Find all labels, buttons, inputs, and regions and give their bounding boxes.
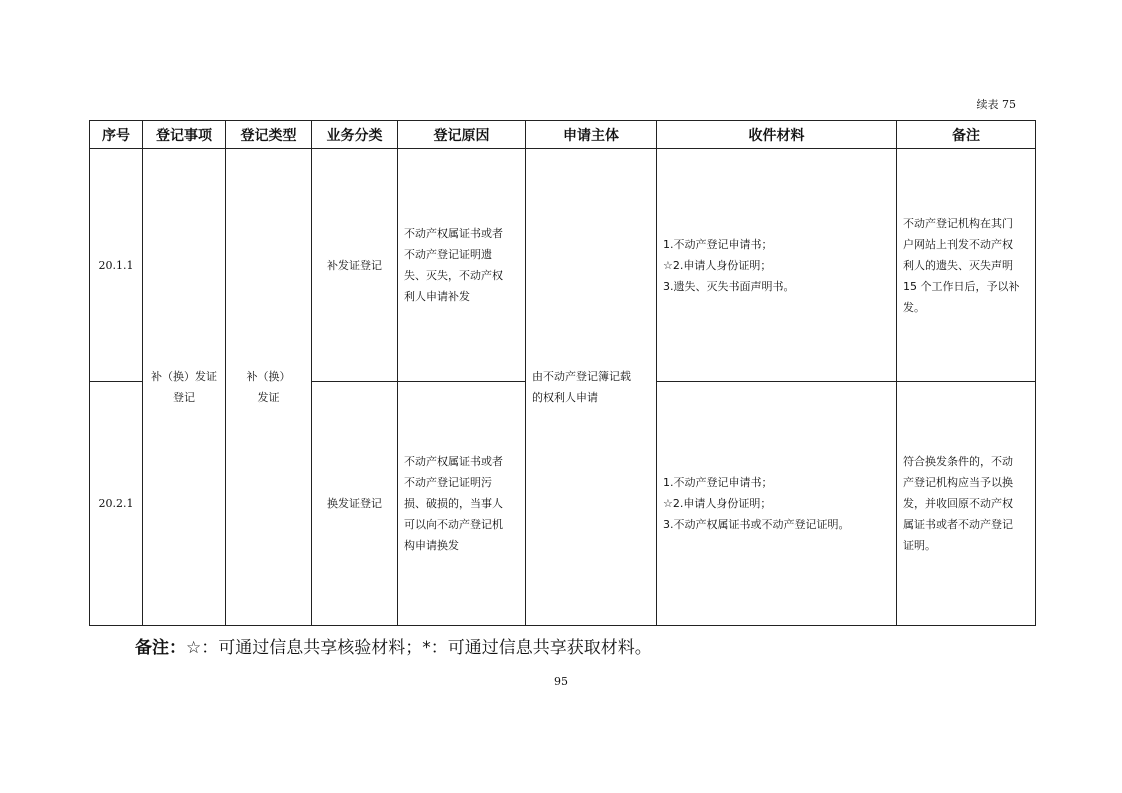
header-remark: 备注 [897, 121, 1036, 149]
remark-line: 属证书或者不动产登记 [903, 518, 1013, 531]
type-line: 发证 [257, 391, 280, 404]
reason-line: 不动产权属证书或者 [404, 227, 503, 240]
registration-table [89, 120, 1036, 626]
header-row [90, 121, 1036, 149]
applicant-line: 由不动产登记簿记载 [532, 370, 631, 383]
registration-type-cell [226, 149, 312, 626]
material-line: 3.遗失、灭失书面声明书。 [663, 279, 795, 293]
category-cell: 补发证登记 [312, 149, 398, 382]
material-line: 3.不动产权属证书或不动产登记证明。 [663, 518, 850, 531]
remark-line: 发。 [903, 300, 925, 314]
reason-cell [398, 382, 526, 626]
material-line: 1.不动产登记申请书； [663, 476, 773, 489]
reason-line: 不动产登记证明遗 [404, 248, 492, 261]
footnote [135, 633, 652, 658]
remark-cell [897, 149, 1036, 382]
header-seq: 序号 [90, 121, 143, 149]
reason-cell [398, 149, 526, 382]
material-line: 1.不动产登记申请书； [663, 237, 773, 251]
applicant-cell [526, 149, 657, 626]
header-item: 登记事项 [143, 121, 226, 149]
reason-line: 利人申请补发 [404, 290, 470, 303]
continued-table-label: 续表 75 [976, 98, 1016, 111]
applicant-line: 的权利人申请 [532, 391, 598, 404]
remark-line: 利人的遗失、灭失声明 [903, 258, 1013, 272]
remark-line: 15 个工作日后，予以补 [903, 279, 1020, 293]
item-line: 登记 [173, 391, 195, 404]
type-line: 补（换） [246, 370, 291, 383]
reason-line: 失、灭失，不动产权 [404, 269, 503, 282]
material-line: ☆2.申请人身份证明； [663, 497, 772, 510]
remark-line: 发，并收回原不动产权 [903, 497, 1013, 510]
header-reason: 登记原因 [398, 121, 526, 149]
footnote-text: ☆：可通过信息共享核验材料；*：可通过信息共享获取材料。 [186, 638, 652, 658]
category-cell: 换发证登记 [312, 382, 398, 626]
header-applicant: 申请主体 [526, 121, 657, 149]
item-line: 补（换）发证 [151, 370, 217, 383]
seq-cell: 20.1.1 [90, 149, 143, 382]
remark-line: 符合换发条件的，不动 [903, 455, 1013, 468]
remark-line: 产登记机构应当予以换 [903, 476, 1013, 489]
reason-line: 可以向不动产登记机 [404, 518, 503, 531]
footnote-label: 备注： [135, 638, 186, 658]
table-row [90, 149, 1036, 382]
header-materials: 收件材料 [657, 121, 897, 149]
registration-item-cell [143, 149, 226, 626]
header-category: 业务分类 [312, 121, 398, 149]
remark-line: 户网站上刊发不动产权 [903, 237, 1013, 251]
header-type: 登记类型 [226, 121, 312, 149]
seq-cell: 20.2.1 [90, 382, 143, 626]
remark-line: 不动产登记机构在其门 [903, 216, 1013, 230]
page-number: 95 [554, 675, 568, 688]
remark-line: 证明。 [903, 539, 936, 552]
reason-line: 构申请换发 [404, 539, 459, 552]
materials-cell [657, 149, 897, 382]
materials-cell [657, 382, 897, 626]
remark-cell [897, 382, 1036, 626]
material-line: ☆2.申请人身份证明； [663, 258, 772, 272]
reason-line: 不动产权属证书或者 [404, 455, 503, 468]
reason-line: 损、破损的，当事人 [404, 497, 503, 510]
reason-line: 不动产登记证明污 [404, 476, 492, 489]
